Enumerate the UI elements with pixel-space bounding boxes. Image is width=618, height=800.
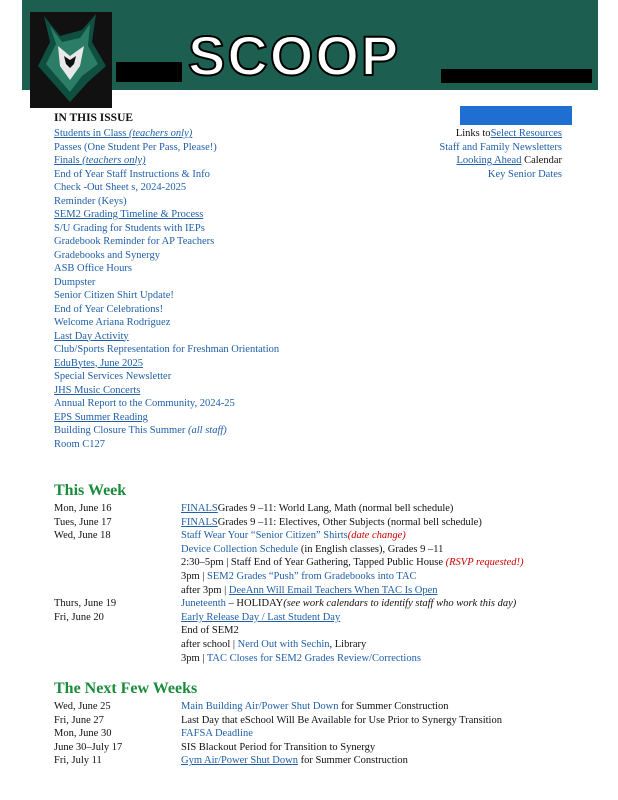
husky-logo <box>30 12 112 108</box>
issue-item-note: (teachers only) <box>82 155 146 166</box>
schedule-row <box>54 611 574 625</box>
schedule-row <box>54 529 574 543</box>
schedule-row <box>54 652 574 666</box>
event-link[interactable]: FINALS <box>181 516 218 528</box>
schedule-row <box>54 700 574 714</box>
issue-item-label[interactable]: Passes (One Student Per Pass, Please!) <box>54 141 217 153</box>
schedule-row <box>54 638 574 652</box>
issue-item-label[interactable]: Check -Out Sheet s, 2024-2025 <box>54 182 187 193</box>
event-text: after school | <box>181 638 238 650</box>
issue-item[interactable] <box>54 343 384 357</box>
schedule-date <box>54 556 181 570</box>
event-link[interactable]: FAFSA Deadline <box>181 728 253 740</box>
schedule-date <box>54 624 181 638</box>
issue-item-label[interactable]: Last Day Activity <box>54 330 129 342</box>
issue-item-label[interactable]: Special Services Newsletter <box>54 371 172 382</box>
issue-item[interactable] <box>54 303 384 317</box>
issue-item-label[interactable]: Gradebook Reminder for AP Teachers <box>54 236 215 247</box>
issue-item[interactable] <box>54 154 384 168</box>
schedule-event <box>181 529 574 543</box>
schedule-date: Fri, June 20 <box>54 611 104 623</box>
issue-item[interactable] <box>54 208 384 222</box>
schedule-date <box>54 652 181 666</box>
schedule-event <box>181 584 574 598</box>
schedule-event <box>181 502 574 516</box>
schedule-row <box>54 741 574 755</box>
schedule-date: Mon, June 30 <box>54 728 112 740</box>
black-bar-left <box>116 62 182 82</box>
issue-item-note: (all staff) <box>187 425 227 436</box>
schedule-date: Wed, June 18 <box>54 530 111 542</box>
issue-item-label[interactable]: End of Year Celebrations! <box>54 303 164 315</box>
event-text: for Summer Construction <box>297 755 408 767</box>
event-text: (RSVP requested!) <box>445 557 524 569</box>
issue-item-label[interactable]: Students in Class <box>54 128 129 139</box>
event-text: Grades 9 –11: World Lang, Math (normal bell schedule) <box>217 503 454 514</box>
schedule-row <box>54 624 574 638</box>
issue-item[interactable] <box>54 181 384 195</box>
issue-item-label[interactable]: Senior Citizen Shirt Update! <box>54 290 174 301</box>
newsletters-link[interactable]: Staff and Family Newsletters <box>439 141 562 153</box>
event-text: Last Day that eSchool Will Be Available for Use Prior to Synergy Transition <box>181 714 502 726</box>
resource-links <box>380 127 562 181</box>
newsletter-title: SCOOP <box>188 24 401 87</box>
issue-item-label[interactable]: Reminder (Keys) <box>54 195 127 207</box>
event-text: (date change) <box>347 530 406 542</box>
schedule-date: June 30–July 17 <box>54 741 123 753</box>
issue-item-label[interactable]: Annual Report to the Community, 2024-25 <box>54 398 235 409</box>
issue-item[interactable] <box>54 370 384 384</box>
schedule-event <box>181 700 574 714</box>
issue-item[interactable] <box>54 195 384 209</box>
issue-item-label[interactable]: Dumpster <box>54 276 96 288</box>
schedule-event <box>181 754 574 768</box>
event-text: End of SEM2 <box>181 625 239 637</box>
schedule-event <box>181 597 574 611</box>
schedule-event <box>181 727 574 741</box>
issue-item[interactable] <box>54 411 384 425</box>
event-link[interactable]: Gym Air/Power Shut Down <box>181 755 298 767</box>
issue-item[interactable] <box>54 168 384 182</box>
event-text: , Library <box>329 638 367 650</box>
black-bar-right <box>441 69 592 83</box>
schedule-date: Thurs, June 19 <box>54 598 117 610</box>
schedule-event <box>181 652 574 666</box>
looking-ahead-link[interactable]: Looking Ahead <box>456 155 522 166</box>
issue-item[interactable] <box>54 222 384 236</box>
schedule-date <box>54 638 181 652</box>
event-text: for Summer Construction <box>338 701 449 712</box>
schedule-event <box>181 611 574 625</box>
issue-item-label[interactable]: EduBytes, June 2025 <box>54 357 143 369</box>
schedule-date <box>54 543 181 557</box>
schedule-date <box>54 584 181 598</box>
issue-item[interactable] <box>54 424 384 438</box>
schedule-row <box>54 516 574 530</box>
issue-item-label[interactable]: Room C127 <box>54 438 106 450</box>
issue-item[interactable] <box>54 397 384 411</box>
schedule-row <box>54 543 574 557</box>
issue-item-label[interactable]: EPS Summer Reading <box>54 411 148 423</box>
event-link[interactable]: DeeAnn Will Email Teachers When TAC Is Open <box>228 584 438 596</box>
issue-item[interactable] <box>54 262 384 276</box>
schedule-date <box>54 570 181 584</box>
issue-item[interactable] <box>54 141 384 155</box>
issue-item-label[interactable]: JHS Music Concerts <box>54 384 141 396</box>
schedule-event <box>181 741 574 755</box>
issue-item-label[interactable]: Club/Sports Representation for Freshman Orientation <box>54 344 280 355</box>
issue-item[interactable] <box>54 276 384 290</box>
schedule-event <box>181 543 574 557</box>
schedule-row <box>54 727 574 741</box>
next-weeks-heading: The Next Few Weeks <box>54 680 198 697</box>
issue-item-label[interactable]: ASB Office Hours <box>54 263 132 274</box>
this-week-schedule <box>54 502 574 665</box>
event-text: 3pm | <box>181 570 208 582</box>
issue-item[interactable] <box>54 127 384 141</box>
event-text: SIS Blackout Period for Transition to Synergy <box>181 741 376 753</box>
schedule-event <box>181 570 574 584</box>
event-text: – HOLIDAY <box>225 598 284 610</box>
issue-item-label[interactable]: Gradebooks and Synergy <box>54 249 160 261</box>
schedule-row <box>54 754 574 768</box>
schedule-row <box>54 597 574 611</box>
calendar-label: Calendar <box>521 155 562 166</box>
schedule-row <box>54 556 574 570</box>
issue-item-label[interactable]: S/U Grading for Students with IEPs <box>54 222 205 234</box>
event-text: Grades 9 –11: Electives, Other Subjects (normal bell schedule) <box>217 516 482 528</box>
event-text: 2:30–5pm | Staff End of Year Gathering, Tapped Public House <box>181 557 446 569</box>
event-link[interactable]: Device Collection Schedule <box>181 543 299 555</box>
this-week-heading: This Week <box>54 482 127 499</box>
event-link[interactable]: Early Release Day / Last Student Day <box>181 611 341 623</box>
key-senior-dates-link[interactable]: Key Senior Dates <box>487 168 562 180</box>
event-link[interactable]: SEM2 Grades “Push” from Gradebooks into TAC <box>207 570 417 582</box>
issue-item[interactable] <box>54 249 384 263</box>
event-link[interactable]: Nerd Out with Sechin <box>237 638 330 650</box>
issue-item-label[interactable]: End of Year Staff Instructions & Info <box>54 168 210 180</box>
issue-list <box>54 127 384 451</box>
links-to-label: Links to <box>455 128 491 139</box>
husky-icon <box>30 12 112 108</box>
schedule-event <box>181 516 574 530</box>
schedule-event <box>181 624 574 638</box>
schedule-date: Fri, July 11 <box>54 755 102 767</box>
issue-item-label[interactable]: Finals <box>54 155 83 166</box>
event-text: after 3pm | <box>181 584 229 596</box>
event-text: (see work calendars to identify staff who work this day) <box>283 598 517 610</box>
event-text: 3pm | <box>181 652 207 664</box>
event-link[interactable]: Main Building Air/Power Shut Down <box>181 701 339 712</box>
issue-item[interactable] <box>54 330 384 344</box>
issue-item[interactable] <box>54 235 384 249</box>
issue-item[interactable] <box>54 438 384 452</box>
schedule-row <box>54 570 574 584</box>
schedule-row <box>54 502 574 516</box>
schedule-date: Fri, June 27 <box>54 714 104 726</box>
issue-item[interactable] <box>54 357 384 371</box>
issue-item-label[interactable]: SEM2 Grading Timeline & Process <box>54 209 204 220</box>
event-text: (in English classes), Grades 9 –11 <box>298 543 444 555</box>
event-link[interactable]: FINALS <box>181 503 218 514</box>
issue-item[interactable] <box>54 384 384 398</box>
schedule-row <box>54 714 574 728</box>
issue-item[interactable] <box>54 289 384 303</box>
issue-item-label[interactable]: Building Closure This Summer <box>54 425 188 436</box>
schedule-date: Wed, June 25 <box>54 701 111 712</box>
event-link[interactable]: TAC Closes for SEM2 Grades Review/Corrections <box>206 652 421 664</box>
schedule-row <box>54 584 574 598</box>
blue-header-box <box>460 106 572 125</box>
issue-item-label[interactable]: Welcome Ariana Rodriguez <box>54 317 171 328</box>
issue-item[interactable] <box>54 316 384 330</box>
next-weeks-schedule <box>54 700 574 768</box>
schedule-date: Tues, June 17 <box>54 516 112 528</box>
event-link[interactable]: Juneteenth <box>181 598 226 610</box>
event-link[interactable]: Staff Wear Your “Senior Citizen” Shirts <box>181 530 348 542</box>
issue-item-note: (teachers only) <box>128 128 193 139</box>
issue-heading: IN THIS ISSUE <box>54 112 134 124</box>
select-resources-link[interactable]: Select Resources <box>490 128 562 139</box>
schedule-date: Mon, June 16 <box>54 503 112 514</box>
schedule-event <box>181 714 574 728</box>
schedule-event <box>181 638 574 652</box>
schedule-event <box>181 556 574 570</box>
